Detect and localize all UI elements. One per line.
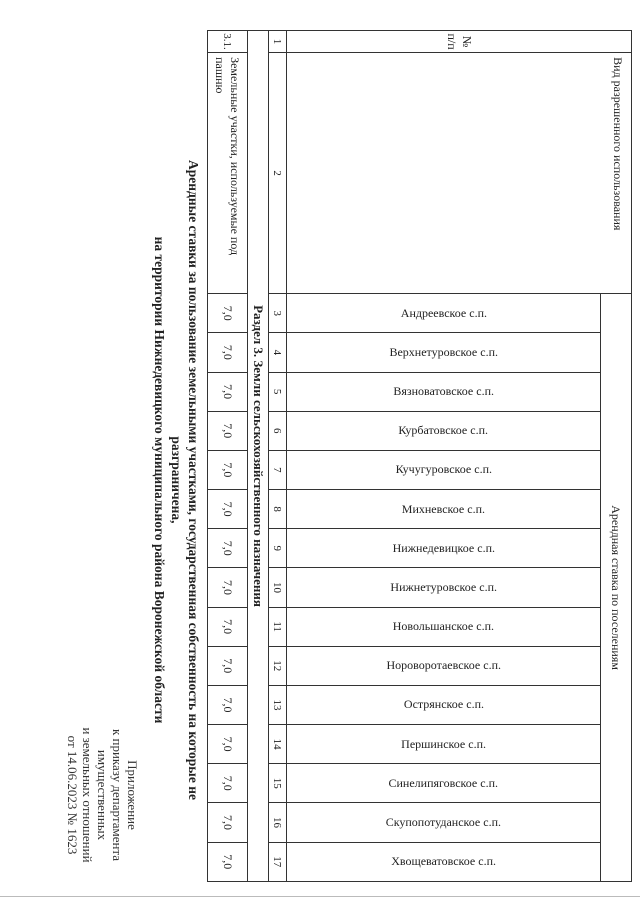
column-number: 1 [268,31,287,53]
column-number: 7 [268,450,287,489]
rate-value: 7,0 [208,333,248,372]
column-number: 14 [268,725,287,764]
settlement-header: Хвощеватовское с.п. [287,842,600,881]
settlement-header: Михневское с.п. [287,490,600,529]
column-number: 17 [268,842,287,881]
rate-value: 7,0 [208,411,248,450]
settlement-header: Курбатовское с.п. [287,411,600,450]
column-number: 15 [268,764,287,803]
document-title [151,130,202,830]
column-number: 2 [268,53,287,294]
rate-value: 7,0 [208,568,248,607]
rate-value: 7,0 [208,450,248,489]
column-number: 10 [268,568,287,607]
header-land-use: Вид разрешенного использования [287,53,632,294]
rate-value: 7,0 [208,685,248,724]
rate-value: 7,0 [208,725,248,764]
rate-value: 7,0 [208,607,248,646]
column-number: 4 [268,333,287,372]
header-number: № п/п [287,31,632,53]
settlement-header: Острянское с.п. [287,685,600,724]
header-rate: Арендная ставка по поселениям [600,294,631,882]
column-number: 12 [268,646,287,685]
column-number: 5 [268,372,287,411]
settlement-header: Верхнетуровское с.п. [287,333,600,372]
rate-value: 7,0 [208,372,248,411]
settlement-header: Вязноватовское с.п. [287,372,600,411]
rate-value: 7,0 [208,764,248,803]
column-number: 9 [268,529,287,568]
rate-value: 7,0 [208,646,248,685]
settlement-header: Синелипяговское с.п. [287,764,600,803]
column-number: 8 [268,490,287,529]
settlement-header: Нороворотаевское с.п. [287,646,600,685]
column-number: 3 [268,294,287,333]
appendix-line: имущественных [95,749,110,841]
appendix-line: и земельных отношений [80,727,95,863]
section-title: Раздел 3. Земли сельскохозяйственного назначения [247,31,268,882]
column-number: 13 [268,685,287,724]
settlement-header: Кучугуровское с.п. [287,450,600,489]
appendix-line: от 14.06.2023 № 1623 [65,735,80,855]
rate-value: 7,0 [208,529,248,568]
rate-value: 7,0 [208,842,248,881]
settlement-header: Першинское с.п. [287,725,600,764]
settlement-header: Скупопотуданское с.п. [287,803,600,842]
settlement-header: Нижнетуровское с.п. [287,568,600,607]
row-land-use: Земельные участки, используемые под пашню [208,53,248,294]
row-number: 3.1. [208,31,248,53]
title-line: на территории Нижнедевицкого муниципального района Воронежской области [152,236,167,724]
column-number: 16 [268,803,287,842]
appendix-line: Приложение [125,760,140,830]
rate-value: 7,0 [208,803,248,842]
settlement-header: Нижнедевицкое с.п. [287,529,600,568]
appendix-line: к приказу департамента [110,728,125,862]
title-line: Арендные ставки за пользование земельными участками, государственная собственность на которые не разграничена, [169,160,201,800]
rate-table [207,30,632,882]
appendix-note [65,700,140,890]
settlement-header: Новольшанское с.п. [287,607,600,646]
settlement-header: Андреевское с.п. [287,294,600,333]
column-number: 11 [268,607,287,646]
page-edge-line [0,896,640,897]
column-number: 6 [268,411,287,450]
rate-value: 7,0 [208,294,248,333]
rate-value: 7,0 [208,490,248,529]
